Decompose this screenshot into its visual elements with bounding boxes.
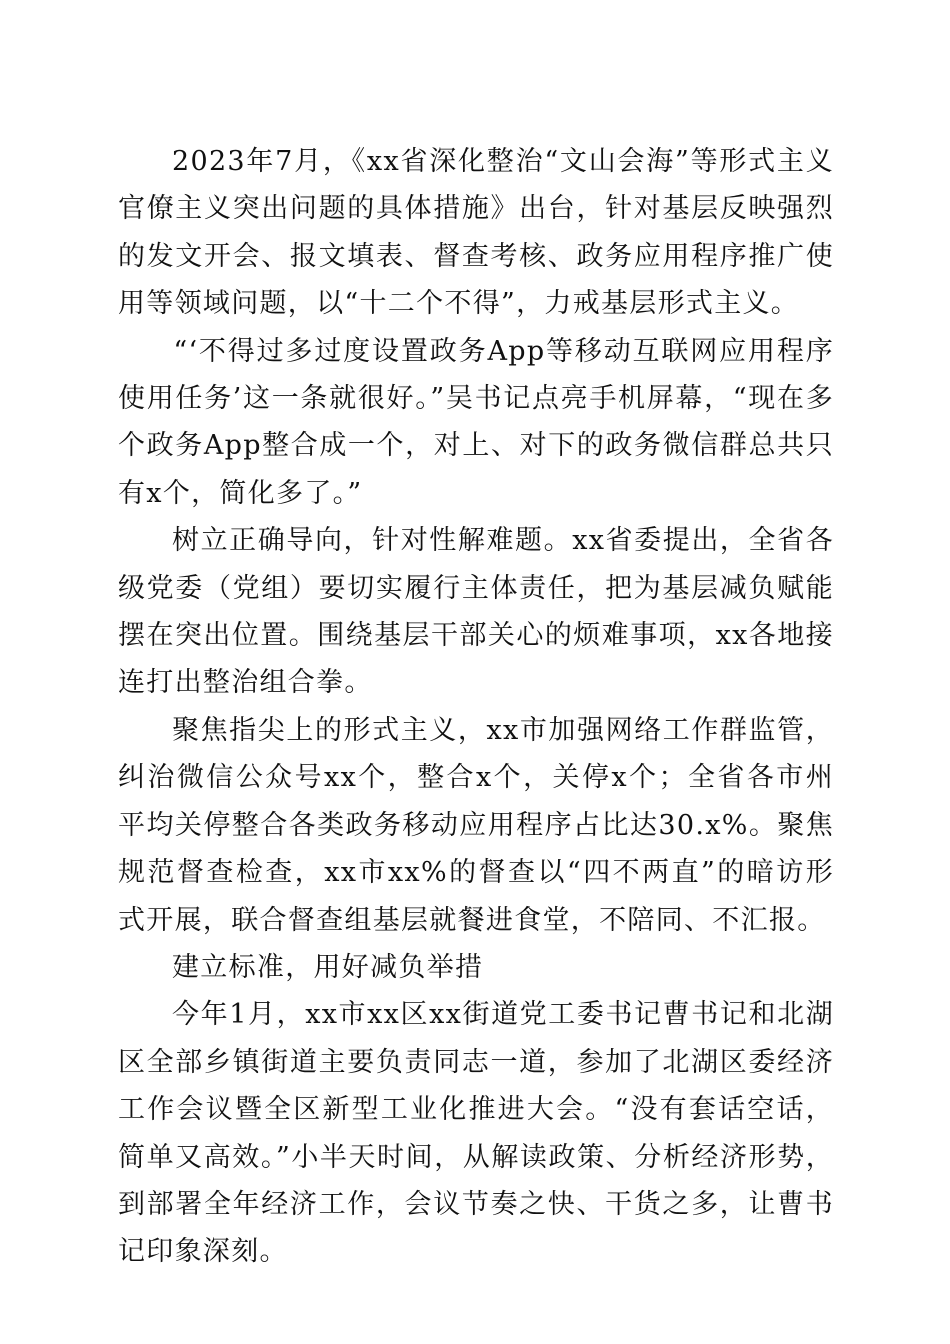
paragraph-meeting: 今年1月，xx市xx区xx街道党工委书记曹书记和北湖区全部乡镇街道主要负责同志一道，参加了北湖区委经济工作会议暨全区新型工业化推进大会。“没有套话空话，简单又高效。”小半天时间，从解读政策、分析经济形势，到部署全年经济工作，会议节奏之快、干货之多，让曹书记印象深刻。 xyxy=(118,999,834,1268)
paragraph-wu-quote: “‘不得过多过度设置政务App等移动互联网应用程序使用任务’这一条就很好。”吴书记点亮手机屏幕，“现在多个政务App整合成一个，对上、对下的政务微信群总共只有x个，简化多了。” xyxy=(118,335,834,509)
paragraph-guidance: 树立正确导向，针对性解难题。xx省委提出，全省各级党委（党组）要切实履行主体责任，把为基层减负赋能摆在突出位置。围绕基层干部关心的烦难事项，xx各地接连打出整治组合拳。 xyxy=(118,525,834,699)
section-heading: 建立标准，用好减负举措 xyxy=(172,951,484,983)
document-page xyxy=(118,138,834,1276)
paragraph-policy-intro: 2023年7月，《xx省深化整治“文山会海”等形式主义官僚主义突出问题的具体措施》出台，针对基层反映强烈的发文开会、报文填表、督查考核、政务应用程序推广使用等领域问题，以“十二个不得”，力戒基层形式主义。 xyxy=(118,146,834,320)
paragraph-fingertip-formalism: 聚焦指尖上的形式主义，xx市加强网络工作群监管，纠治微信公众号xx个，整合x个，关停x个；全省各市州平均关停整合各类政务移动应用程序占比达30.x%。聚焦规范督查检查，xx市xx%的督查以“四不两直”的暗访形式开展，联合督查组基层就餐进食堂，不陪同、不汇报。 xyxy=(118,714,834,936)
